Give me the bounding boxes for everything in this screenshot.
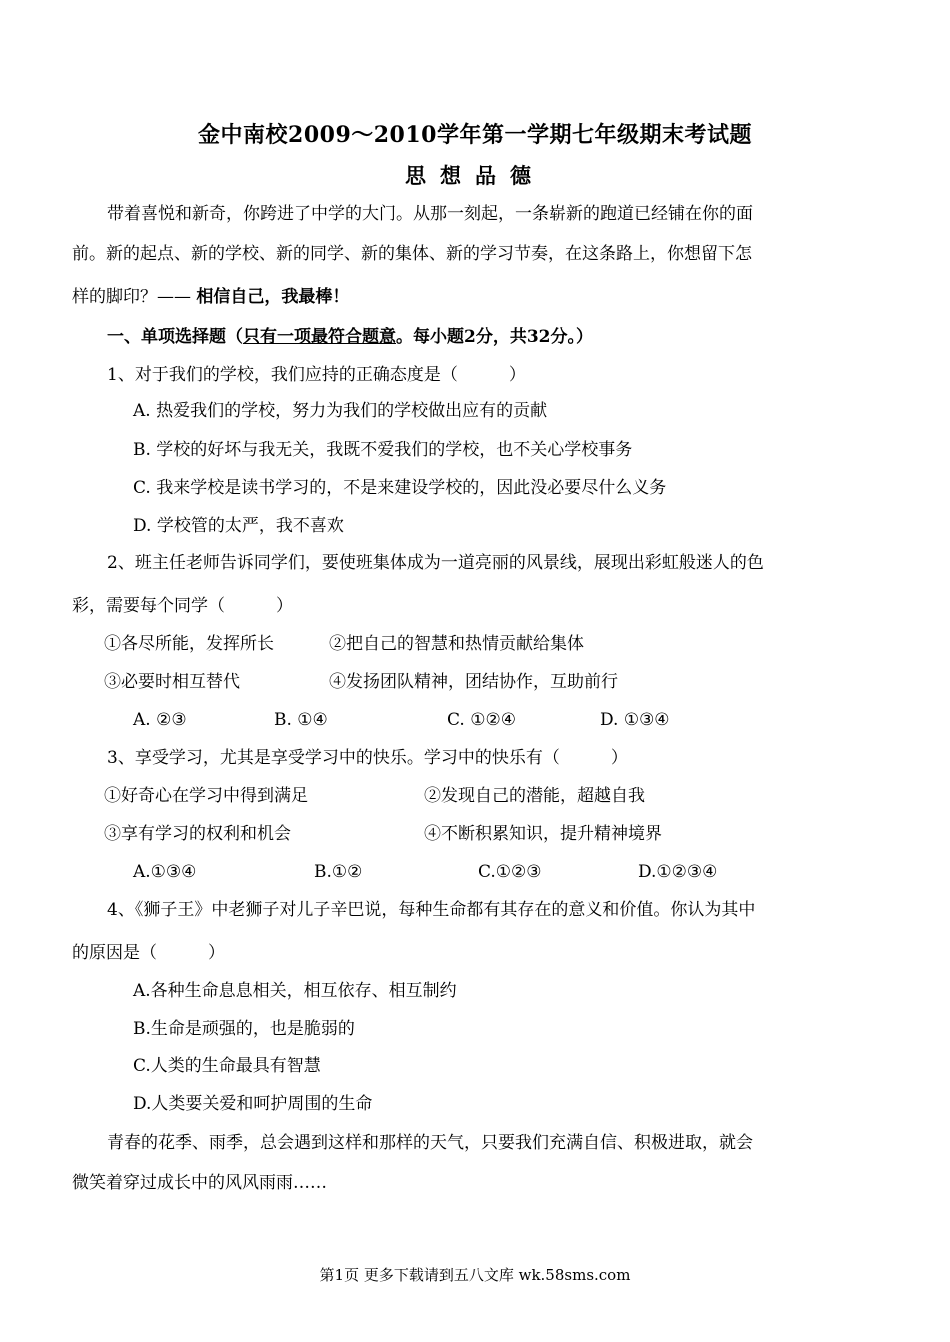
question-2-statement-3: ③必要时相互替代 xyxy=(104,672,240,692)
question-2-option-d: D. ①③④ xyxy=(600,710,670,730)
question-4-option-a: A.各种生命息息相关，相互依存、相互制约 xyxy=(133,981,457,1001)
question-3-stem: 3、享受学习，尤其是享受学习中的快乐。学习中的快乐有（ ） xyxy=(107,748,628,768)
section-heading-prefix: 一、单项选择题（ xyxy=(107,327,243,347)
question-2-stem-2: 彩，需要每个同学（ ） xyxy=(72,596,293,616)
question-2-option-c: C. ①②④ xyxy=(447,710,516,730)
intro-line-3 xyxy=(72,287,349,307)
section-heading-suffix: 。每小题2分，共32分。） xyxy=(396,327,593,347)
page-title: 金中南校2009～2010学年第一学期七年级期末考试题 xyxy=(198,122,752,148)
question-1-option-d: D. 学校管的太严，我不喜欢 xyxy=(133,516,344,536)
question-4-stem-2: 的原因是（ ） xyxy=(72,943,225,963)
question-2-option-a: A. ②③ xyxy=(133,710,187,730)
intro-line-3-prefix: 样的脚印？—— xyxy=(72,287,191,307)
outro-line-2: 微笑着穿过成长中的风风雨雨…… xyxy=(72,1173,327,1193)
question-2-stem-1: 2、班主任老师告诉同学们，要使班集体成为一道亮丽的风景线，展现出彩虹般迷人的色 xyxy=(107,553,764,573)
question-3-statement-1: ①好奇心在学习中得到满足 xyxy=(104,786,308,806)
question-2-statement-2: ②把自己的智慧和热情贡献给集体 xyxy=(329,634,584,654)
question-2-statement-4: ④发扬团队精神，团结协作，互助前行 xyxy=(329,672,618,692)
section-heading xyxy=(107,327,593,347)
question-4-option-d: D.人类要关爱和呵护周围的生命 xyxy=(133,1094,373,1114)
question-3-option-d: D.①②③④ xyxy=(638,862,718,882)
question-4-stem-1: 4、《狮子王》中老狮子对儿子辛巴说，每种生命都有其存在的意义和价值。你认为其中 xyxy=(107,900,756,920)
intro-line-2: 前。新的起点、新的学校、新的同学、新的集体、新的学习节奏，在这条路上，你想留下怎 xyxy=(72,244,752,264)
section-heading-underlined: 只有一项最符合题意 xyxy=(243,327,396,347)
question-3-option-b: B.①② xyxy=(314,862,363,882)
question-1-option-a: A. 热爱我们的学校，努力为我们的学校做出应有的贡献 xyxy=(133,401,548,421)
question-4-option-c: C.人类的生命最具有智慧 xyxy=(133,1056,321,1076)
intro-line-1: 带着喜悦和新奇，你跨进了中学的大门。从那一刻起，一条崭新的跑道已经铺在你的面 xyxy=(107,204,753,224)
question-3-statement-4: ④不断积累知识，提升精神境界 xyxy=(424,824,662,844)
question-3-option-a: A.①③④ xyxy=(133,862,197,882)
question-1-option-c: C. 我来学校是读书学习的，不是来建设学校的，因此没必要尽什么义务 xyxy=(133,478,667,498)
subject-title: 思想品德 xyxy=(405,163,545,188)
question-3-option-c: C.①②③ xyxy=(478,862,542,882)
question-1-option-b: B. 学校的好坏与我无关，我既不爱我们的学校，也不关心学校事务 xyxy=(133,440,633,460)
question-2-statement-1: ①各尽所能，发挥所长 xyxy=(104,634,274,654)
question-4-option-b: B.生命是顽强的，也是脆弱的 xyxy=(133,1019,355,1039)
motto-text: 相信自己，我最棒！ xyxy=(196,287,350,307)
question-2-option-b: B. ①④ xyxy=(274,710,328,730)
page-footer: 第1页 更多下载请到五八文库 wk.58sms.com xyxy=(319,1266,631,1284)
outro-line-1: 青春的花季、雨季，总会遇到这样和那样的天气，只要我们充满自信、积极进取，就会 xyxy=(107,1133,753,1153)
question-3-statement-3: ③享有学习的权利和机会 xyxy=(104,824,291,844)
question-3-statement-2: ②发现自己的潜能，超越自我 xyxy=(424,786,645,806)
question-1-stem: 1、对于我们的学校，我们应持的正确态度是（ ） xyxy=(107,365,526,385)
